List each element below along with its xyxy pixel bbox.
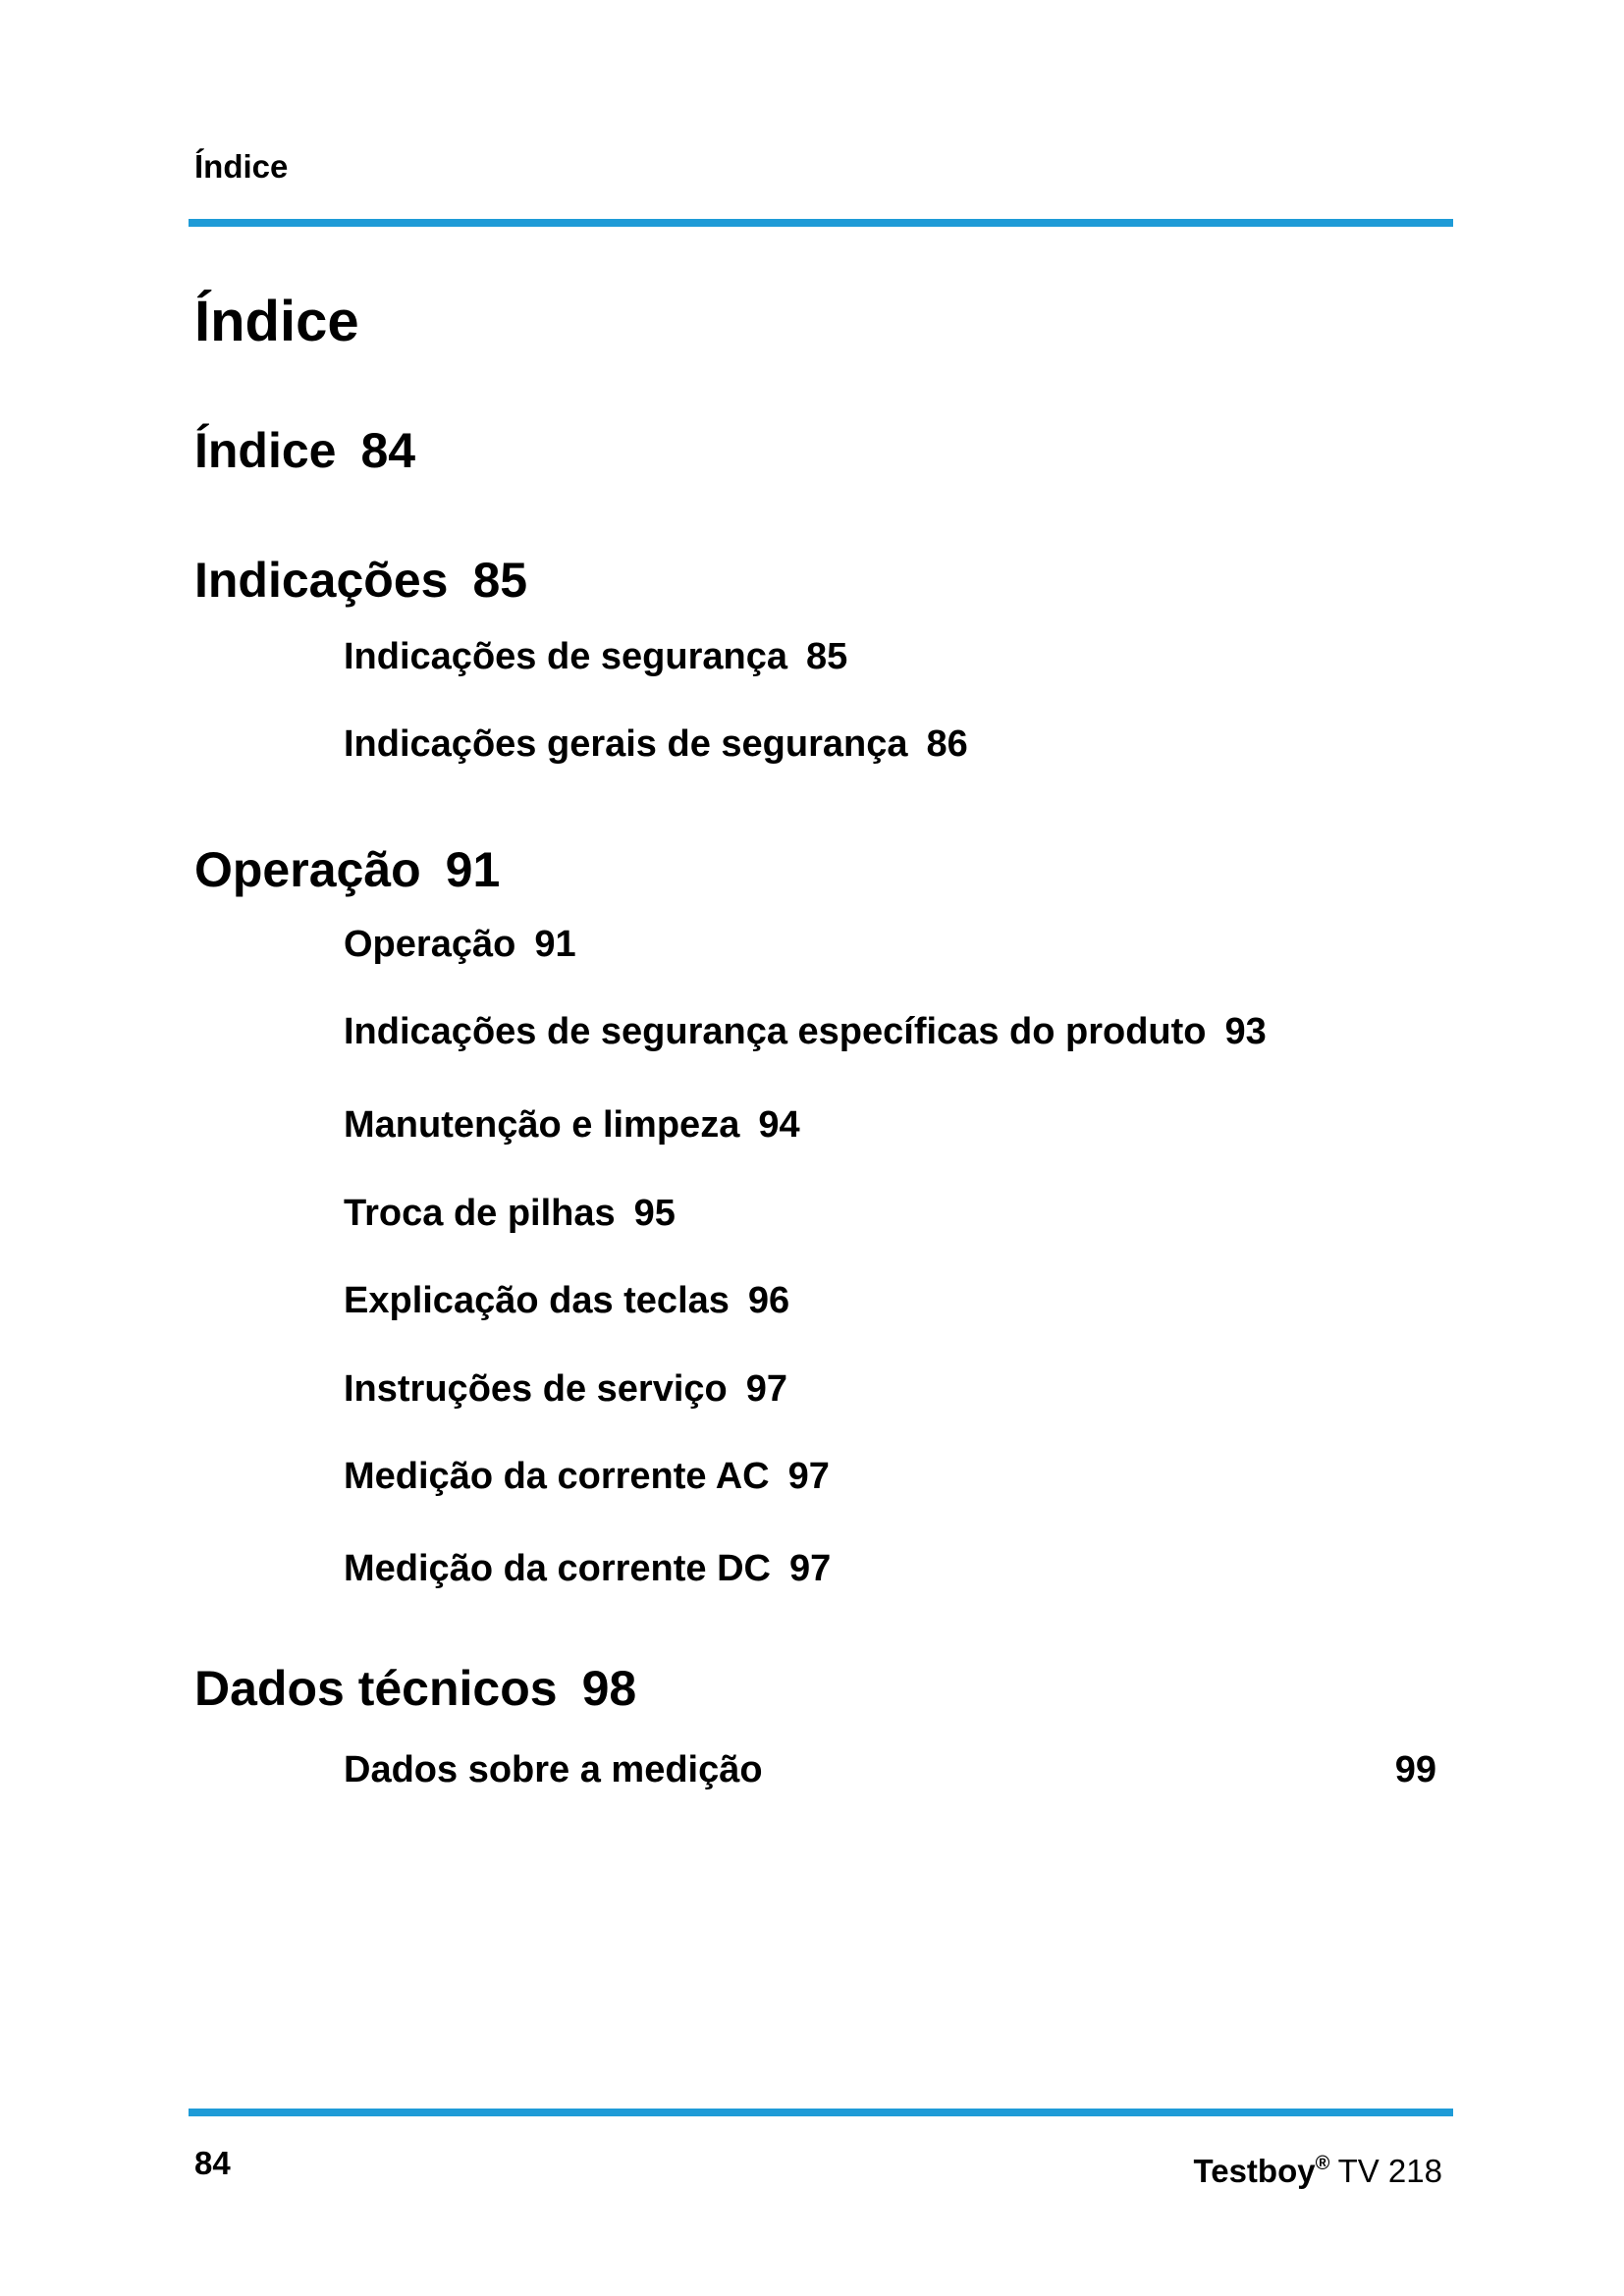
footer-brand-name: Testboy xyxy=(1193,2153,1316,2189)
toc-page-number: 95 xyxy=(633,1193,676,1234)
toc-page-number: 93 xyxy=(1224,1011,1267,1052)
toc-entry[interactable] xyxy=(344,1278,789,1323)
toc-entry[interactable] xyxy=(344,1102,800,1148)
toc-page-number: 97 xyxy=(789,1548,832,1589)
footer-page-number: 84 xyxy=(194,2145,231,2181)
toc-page-number: 91 xyxy=(445,842,501,897)
toc-entry-title: Explicação das teclas xyxy=(344,1280,730,1321)
toc-section-title: Dados técnicos xyxy=(194,1661,558,1716)
toc-entry[interactable] xyxy=(344,1366,787,1412)
running-header: Índice xyxy=(194,148,289,185)
toc-entry[interactable] xyxy=(344,922,576,967)
toc-page-number: 86 xyxy=(926,723,968,765)
toc-page-number: 97 xyxy=(745,1368,788,1410)
toc-entry-title: Dados sobre a medição xyxy=(344,1749,763,1790)
footer-divider xyxy=(189,2109,1453,2116)
toc-entry[interactable] xyxy=(344,1747,1436,1792)
toc-entry-title: Manutenção e limpeza xyxy=(344,1104,740,1146)
toc-section-title: Índice xyxy=(194,423,337,478)
toc-entry-title: Medição da corrente DC xyxy=(344,1548,771,1589)
toc-section-operacao[interactable] xyxy=(194,840,500,899)
toc-section-dados-tecnicos[interactable] xyxy=(194,1659,636,1718)
toc-entry-title: Indicações gerais de segurança xyxy=(344,723,908,765)
toc-entry[interactable] xyxy=(344,1546,831,1591)
toc-entry[interactable] xyxy=(344,721,968,767)
toc-entry-title: Indicações de segurança xyxy=(344,636,787,677)
toc-page-number: 96 xyxy=(747,1280,790,1321)
toc-page-number: 85 xyxy=(472,553,528,608)
toc-entry-title: Indicações de segurança específicas do produto xyxy=(344,1011,1207,1052)
toc-entry-title: Medição da corrente AC xyxy=(344,1456,770,1497)
footer-model-name: TV 218 xyxy=(1337,2153,1442,2189)
toc-entry[interactable] xyxy=(344,1191,676,1236)
footer-product xyxy=(1194,2144,1442,2191)
toc-section-title: Operação xyxy=(194,842,421,897)
header-divider xyxy=(189,219,1453,227)
toc-page-number: 98 xyxy=(581,1661,637,1716)
toc-entry-title: Troca de pilhas xyxy=(344,1193,616,1234)
toc-page-number: 91 xyxy=(534,924,576,965)
toc-entry[interactable] xyxy=(344,1454,830,1499)
toc-section-indicacoes[interactable] xyxy=(194,551,527,610)
toc-page-number: 85 xyxy=(805,636,848,677)
toc-page-number: 94 xyxy=(758,1104,800,1146)
toc-entry-title: Operação xyxy=(344,924,516,965)
toc-entry[interactable] xyxy=(344,1009,1267,1054)
toc-page-number: 99 xyxy=(1394,1749,1436,1790)
toc-page-number: 97 xyxy=(787,1456,830,1497)
toc-page-number: 84 xyxy=(360,423,416,478)
registered-trademark-mark: ® xyxy=(1315,2153,1330,2174)
toc-entry[interactable] xyxy=(344,634,847,679)
toc-section-indice[interactable] xyxy=(194,421,415,480)
page-title: Índice xyxy=(194,290,359,353)
toc-entry-title: Instruções de serviço xyxy=(344,1368,728,1410)
toc-section-title: Indicações xyxy=(194,553,449,608)
